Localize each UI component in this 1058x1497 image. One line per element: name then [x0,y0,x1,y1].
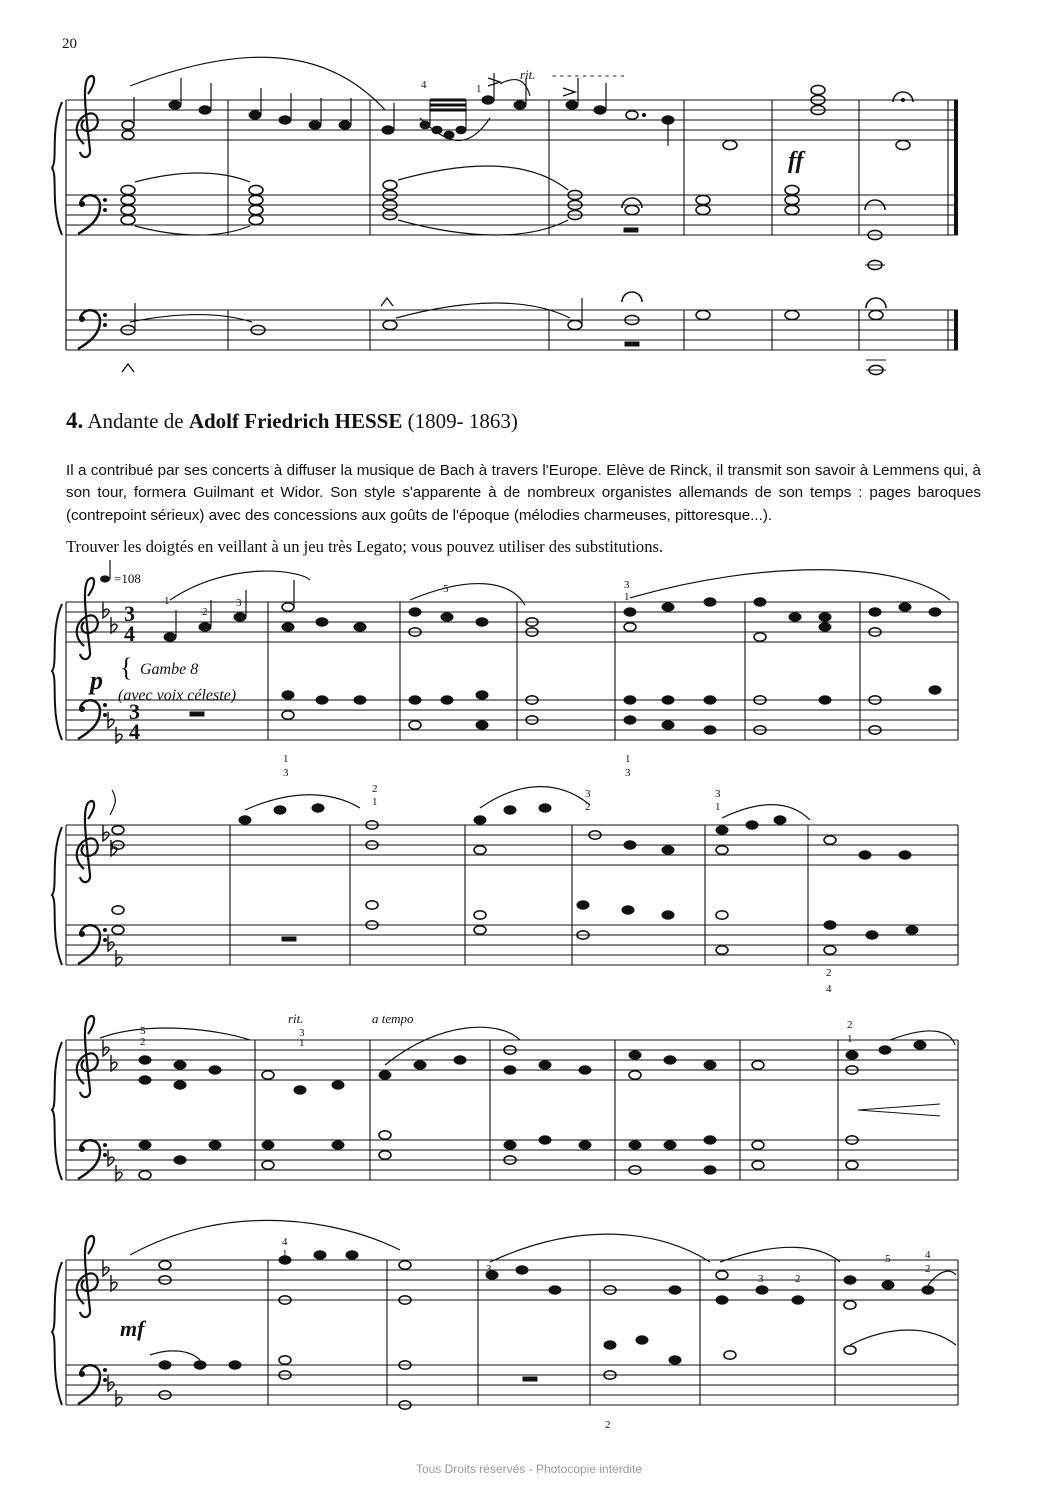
fingering: 4 [826,983,832,995]
fingering: 3 [625,767,631,779]
registration-line2: (avec voix céleste) [118,687,237,704]
andante-barlines [66,602,958,1405]
fingering: 2 [847,1019,853,1031]
top-system-notes [121,57,913,374]
fingering: 2 [585,801,591,813]
page-number: 20 [62,36,77,52]
a-tempo-mark: a tempo [372,1011,414,1026]
fingering: 1 [164,595,170,607]
svg-text:3: 3 [129,699,140,724]
fingering: 3 [299,1027,305,1039]
rit-mark: rit. [520,67,536,82]
fingering: 5 [140,1025,146,1037]
fingering: 4 [421,79,427,91]
fingering: 4 [282,1236,288,1248]
fingering: 1 [624,591,630,603]
fingerings [140,579,931,1431]
fingering: 1 [476,83,482,95]
composer-biography: Il a contribué par ses concerts à diffuser la musique de Bach à travers l'Europe. Elève de Rinck, il transmit son savoir à Lemmens qui, à son tour, formera Guilmant et Widor. Son style s'apparente à de nombreux organistes allemands de son temps : pages baroques (contrepoint sérieux) avec des concessions aux goûts de l'époque (mélodies charmeuses, pittoresque...). [66,462,981,524]
fingering: 1 [715,801,721,813]
fingering: 3 [283,767,289,779]
fingering: 2 [372,783,378,795]
fingering: 3 [715,788,721,800]
fingering: 1 [625,753,631,765]
dynamic-mf: mf [120,1316,145,1341]
section-heading [66,408,518,434]
performance-instruction: Trouver les doigtés en veillant à un jeu très Legato; vous pouvez utiliser des substitutions. [66,537,664,556]
composer-dates: (1809- 1863) [402,409,518,433]
fingering: 1 [847,1033,853,1045]
andante-notes [112,580,941,1409]
fingering: 5 [885,1253,891,1265]
section-number: 4. [66,408,84,433]
fingering: 1 [283,753,289,765]
svg-text:{: { [120,653,133,682]
section-prefix: Andante de [83,409,189,433]
fingering: 5 [443,583,449,595]
registration-line1: Gambe 8 [140,661,199,678]
top-system [52,100,958,350]
fingering: 3 [624,579,630,591]
svg-text:4: 4 [129,719,140,744]
rit-dashes: - - - - - - - - - - [552,67,625,82]
fingering: 2 [795,1273,801,1285]
andante-staves [66,602,958,1405]
fingering: 3 [486,1263,492,1275]
fingering: 1 [299,1037,305,1049]
fingering: 3 [758,1273,764,1285]
fingering: 1 [372,796,378,808]
fingering: 3 [236,597,242,609]
copyright-footer: Tous Droits réservés - Photocopie interdite [415,1462,643,1476]
composer-name: Adolf Friedrich HESSE [188,409,403,433]
fingering: 4 [925,1249,931,1261]
fingering: 1 [282,1248,288,1260]
tempo-marking: =108 [114,571,141,586]
fingering: 2 [140,1036,146,1048]
fingering: 2 [925,1263,931,1275]
fingering: 2 [202,606,208,618]
svg-text:4: 4 [124,621,135,646]
dynamic-ff: ff [788,148,804,174]
rit-mark-andante: rit. [288,1011,304,1026]
dynamic-p: p [90,666,103,695]
fingering: 2 [826,967,832,979]
fingering: 3 [585,788,591,800]
fingering: 2 [605,1419,611,1431]
svg-text:3: 3 [124,601,135,626]
andante-braces [52,604,62,1405]
